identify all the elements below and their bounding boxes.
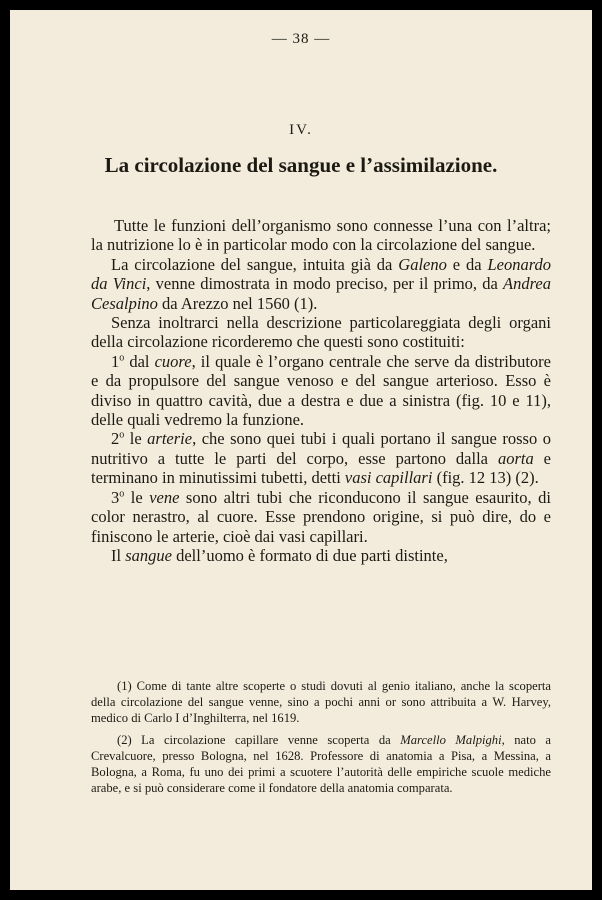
paragraph-arteries: 2$^o$ le arterie, che sono quei tubi i quali portano il sangue rosso o nutritivo a tutte le parti del corpo, esse partono dalla aorta e terminano in minutissimi tubetti, detti vasi capillari (fig. 12 13) (2). [91, 429, 551, 488]
term-vene: vene [149, 487, 180, 507]
paragraph-3: Senza inoltrarci nella descrizione particolareggiata degli organi della circolazione ricorderemo che questi sono costituiti: [91, 313, 551, 352]
term-aorta: aorta [497, 448, 534, 468]
cesalpino-name: Andrea Cesalpino [91, 274, 551, 313]
term-sangue: sangue [125, 545, 172, 565]
paragraph-2: La circolazione del sangue, intuita già da Galeno e da Leonardo da Vinci, venne dimostrata in modo preciso, per il primo, da Andrea Cesalpino da Arezzo nel 1560 (1). [91, 254, 552, 313]
term-cuore: cuore [154, 351, 192, 371]
body-text [91, 216, 551, 565]
paragraph-veins: 3$^o$ le vene sono altri tubi che riconducono il sangue esaurito, di color nerastro, al cuore. Esse prendono origine, si può dire, do e finiscono le arterie, cioè dai vasi capillari. [91, 487, 551, 546]
galeno-name: Galeno [398, 254, 447, 274]
chapter-title: La circolazione del sangue e l’assimilazione. [104, 153, 498, 177]
book-page [10, 10, 592, 890]
footnote-1: (1) Come di tante altre scoperte o studi dovuti al genio italiano, anche la scoperta della circolazione del sangue venne, sino a pochi anni or sono attribuita a W. Harvey, medico di Carlo I d’Inghilterra, nel 1619. [91, 679, 551, 726]
footnote-2: (2) La circolazione capillare venne scoperta da Marcello Malpighi, nato a Crevalcuore, presso Bologna, nel 1628. Professore di anatomia a Pisa, a Messina, a Bologna, a Roma, fu uno dei primi a scuotere l’autorità delle empiriche scuole mediche arabe, e si può considerare come il fondatore della anatomia comparata. [91, 732, 552, 796]
term-arterie: arterie [147, 429, 193, 449]
paragraph-1: Tutte le funzioni dell’organismo sono connesse l’una con l’altra; la nutrizione lo è in particolar modo con la circolazione del sangue. [91, 216, 551, 255]
leonardo-name: Leonardo da Vinci [91, 254, 552, 294]
paragraph-blood: Il sangue dell’uomo è formato di due parti distinte, [111, 545, 448, 565]
term-vasi-capillari: vasi capillari [344, 468, 433, 488]
malpighi-name: Marcello Malpighi [400, 732, 502, 747]
paragraph-heart: 1$^o$ dal cuore, il quale è l’organo centrale che serve da distributore e da propulsore del sangue venoso e del sangue arterioso. Esso è diviso in quattro cavità, due a destra e due a sinistra (fig. 10 e 11), delle quali vedremo la funzione. [91, 351, 551, 430]
footnotes [91, 678, 551, 796]
page-number: — 38 — [271, 31, 331, 47]
chapter-number: IV. [289, 122, 313, 138]
